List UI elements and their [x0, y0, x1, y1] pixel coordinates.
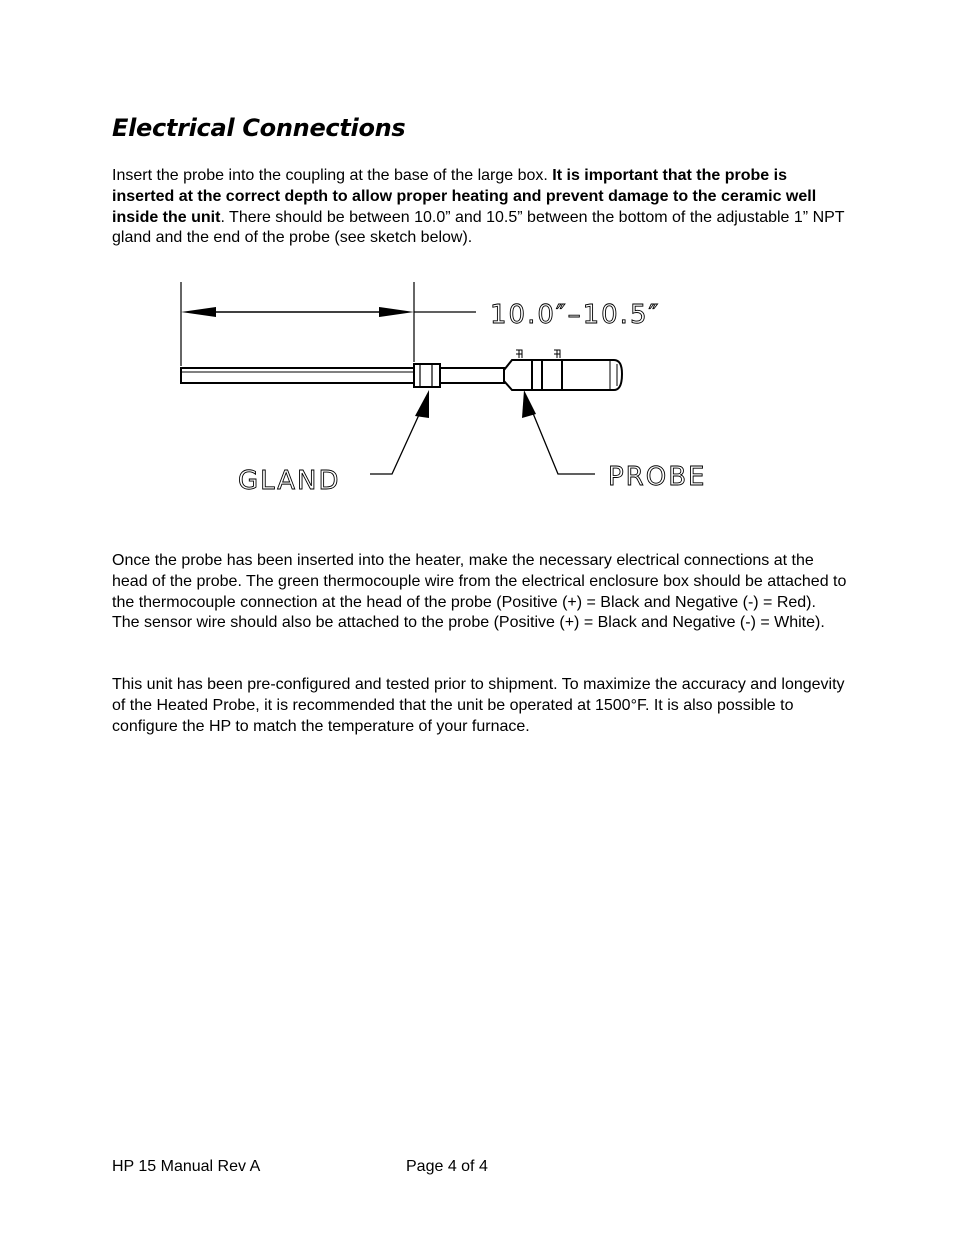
terminal-screws [516, 350, 560, 358]
probe-tube [181, 368, 414, 383]
gland-fitting [414, 364, 504, 387]
connections-paragraph: Once the probe has been inserted into the heater, make the necessary electrical connections at the head of the probe. The green thermocouple wire from the electrical enclosure box should be attached to the thermocouple connection at the head of the probe (Positive (+) = Black and Negative (-) = Red). The sensor wire should also be attached to the probe (Positive (+) = Black and Negative (-) = White). [112, 552, 847, 632]
probe-depth-diagram [170, 278, 730, 498]
intro-text-end: . There should be between 10.0” and 10.5” between the bottom of the adjustable 1” NPT gland and the end of the probe (see sketch below). [112, 208, 845, 247]
dimension-extension-lines [181, 282, 414, 366]
intro-warning-bold: It is important that the probe is inserted at the correct depth to allow proper heating and prevent damage to the ceramic well inside the unit [112, 167, 817, 226]
gland-label: GLAND [238, 466, 341, 496]
intro-text-start: Insert the probe into the coupling at the base of the large box. [112, 167, 553, 184]
footer-document-title: HP 15 Manual Rev A [112, 1158, 261, 1175]
probe-leader [522, 390, 595, 474]
configuration-paragraph: This unit has been pre-configured and tested prior to shipment. To maximize the accuracy and longevity of the Heated Probe, it is recommended that the unit be operated at 1500°F. It is also possible to configure the HP to match the temperature of your furnace. [112, 676, 845, 735]
dimension-label: 10.0″–10.5″ [490, 300, 661, 330]
gland-leader [370, 390, 429, 474]
footer-page-number: Page 4 of 4 [406, 1158, 488, 1175]
page-heading: Electrical Connections [112, 114, 406, 142]
probe-head [504, 360, 622, 390]
probe-label: PROBE [608, 462, 707, 492]
intro-paragraph [112, 166, 847, 249]
dimension-arrow [181, 307, 476, 317]
